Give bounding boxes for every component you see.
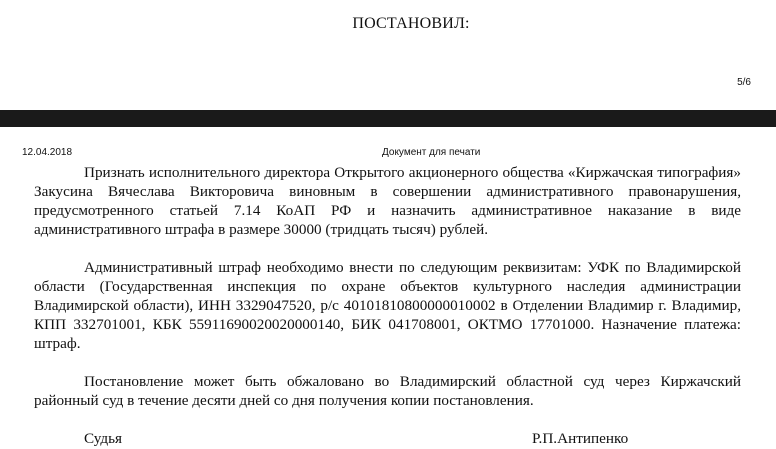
previous-page bbox=[0, 0, 776, 110]
document-body bbox=[34, 163, 741, 448]
print-date: 12.04.2018 bbox=[22, 147, 73, 158]
paragraph-appeal: Постановление может быть обжаловано во Владимирский областной суд через Киржачский районный суд в течение десяти дней со дня получения копии постановления. bbox=[34, 373, 741, 409]
signature-role: Судья bbox=[84, 430, 123, 447]
print-document-label: Документ для печати bbox=[382, 147, 481, 158]
paragraph-verdict: Признать исполнительного директора Открытого акционерного общества «Киржачская типография» Закусина Вячеслава Викторовича виновным в совершении административного правонарушения, предусмотренного статьей 7.14 КоАП РФ и назначить административное наказание в виде административного штрафа в размере 30000 (тридцать тысяч) рублей. bbox=[34, 164, 741, 238]
page-separator bbox=[0, 110, 776, 127]
signature-name: Р.П.Антипенко bbox=[532, 430, 629, 447]
page-number: 5/6 bbox=[737, 77, 751, 88]
resolution-heading: ПОСТАНОВИЛ: bbox=[352, 15, 470, 32]
paragraph-payment-details: Административный штраф необходимо внести по следующим реквизитам: УФК по Владимирской области (Государственная инспекция по охране объектов культурного наследия администрации Владимирской области), ИНН 3329047520, р/с 40101810800000010002 в Отделении Владимир г. Владимир, КПП 332701001, КБК 55911690020020000140, БИК 041708001, ОКТМО 17701000. Назначение платежа: штраф. bbox=[34, 259, 741, 352]
signature-row bbox=[34, 429, 741, 448]
current-page bbox=[0, 127, 776, 449]
